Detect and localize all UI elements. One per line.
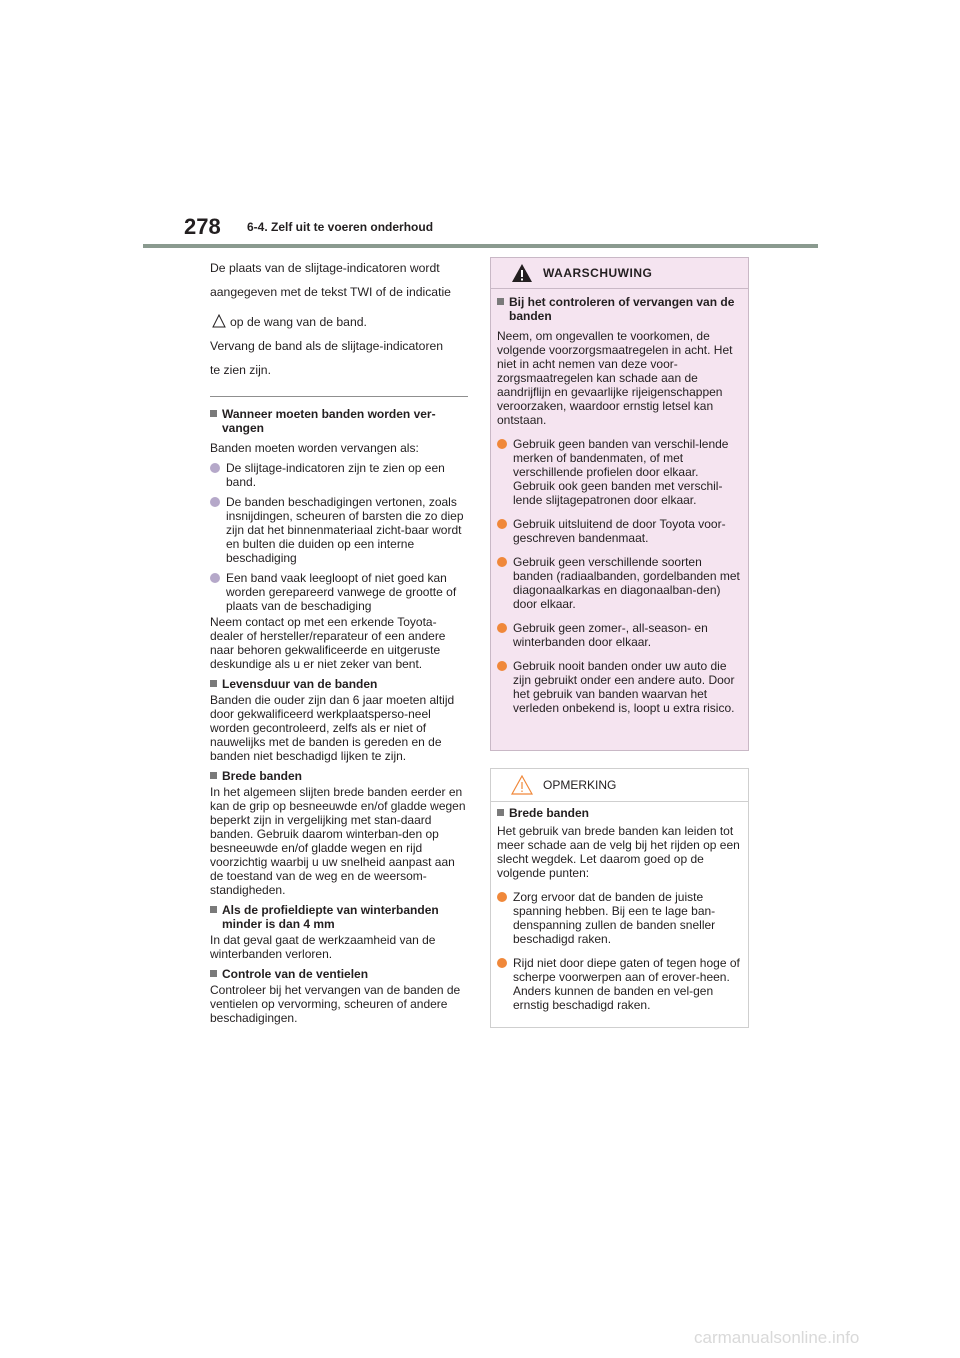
list-item (497, 621, 740, 649)
list-item (497, 437, 740, 507)
heading-text: Brede banden (509, 806, 590, 820)
heading-text: Wanneer moeten banden worden ver-vangen (222, 407, 436, 435)
list-item (210, 495, 468, 565)
square-bullet-icon (497, 298, 504, 305)
paragraph: Banden die ouder zijn dan 6 jaar moeten altijd door gekwalificeerd werkplaatsperso-neel worden gecontroleerd, zelfs als er niet of nauwelijks met de banden is gereden en de banden niet beschadigd lijken te zijn. (210, 693, 455, 763)
warning-header (491, 258, 748, 289)
section-heading (210, 769, 468, 783)
list-item-text: Rijd niet door diepe gaten of tegen hoge of scherpe voorwerpen aan of erover-heen. Anders kunnen de banden en vel-gen ernstig beschadigd raken. (513, 956, 740, 1012)
notice-header (491, 769, 748, 802)
paragraph: Banden moeten worden vervangen als: (210, 441, 419, 455)
warning-heading (497, 295, 740, 323)
square-bullet-icon (210, 906, 217, 913)
list-item-text: De slijtage-indicatoren zijn te zien op een band. (226, 461, 445, 489)
round-bullet-icon (497, 892, 507, 902)
intro-line: te zien zijn. (210, 363, 271, 377)
square-bullet-icon (210, 772, 217, 779)
warning-triangle-icon (511, 263, 533, 283)
watermark: carmanualsonline.info (694, 1328, 860, 1347)
section-heading (210, 967, 468, 981)
notice-box (490, 768, 749, 1028)
round-bullet-icon (497, 519, 507, 529)
notice-triangle-icon (511, 775, 533, 795)
heading-text: Levensduur van de banden (222, 677, 378, 691)
list-item-text: Gebruik nooit banden onder uw auto die zijn gebruikt onder een andere auto. Door het gebruik van banden waarvan het verleden onbekend is, loopt u extra risico. (513, 659, 735, 715)
notice-heading (497, 806, 740, 820)
heading-text: Brede banden (222, 769, 303, 783)
round-bullet-icon (497, 623, 507, 633)
intro-line: aangegeven met de tekst TWI of de indicatie (210, 285, 451, 299)
round-bullet-icon (497, 557, 507, 567)
round-bullet-icon (497, 439, 507, 449)
list-item-text: De banden beschadigingen vertonen, zoals insnijdingen, scheuren of barsten die zo diep zijn dat het binnenmateriaal zicht-baar wordt en bulten die duiden op een interne beschadiging (226, 495, 464, 565)
tread-indicator-triangle-icon (212, 314, 226, 328)
round-bullet-icon (210, 463, 220, 473)
heading-text: Bij het controleren of vervangen van de banden (509, 295, 735, 323)
intro-line: De plaats van de slijtage-indicatoren wordt (210, 261, 440, 275)
list-item-text: Gebruik uitsluitend de door Toyota voor-geschreven bandenmaat. (513, 517, 726, 545)
notice-body (491, 802, 748, 1012)
list-item (497, 956, 740, 1012)
list-item (210, 461, 468, 489)
square-bullet-icon (210, 680, 217, 687)
list-item-text: Een band vaak leegloopt of niet goed kan worden gerepareerd vanwege de grootte of plaats van de beschadiging (226, 571, 457, 613)
paragraph: Het gebruik van brede banden kan leiden tot meer schade aan de velg bij het rijden op een slecht wegdek. Let daarom goed op de volgende punten: (497, 824, 740, 880)
left-column (210, 256, 468, 1025)
divider (210, 396, 468, 397)
paragraph: In het algemeen slijten brede banden eerder en kan de grip op besneeuwde en/of gladde wegen beperkt zijn in vergelijking met stan-daard banden. Gebruik daarom winterban-den op besneeuwde en/of gladde wegen en rijd voorzichtig waarbij u uw snelheid aanpast aan de toestand van de weg en de weersom-standigheden. (210, 785, 466, 897)
notice-title: OPMERKING (543, 778, 617, 792)
paragraph: Neem contact op met een erkende Toyota-dealer of hersteller/reparateur of een andere naar behoren gekwalificeerde en uitgeruste deskundige als u er niet zeker van bent. (210, 615, 446, 671)
intro-line (210, 310, 468, 334)
paragraph: In dat geval gaat de werkzaamheid van de winterbanden verloren. (210, 933, 436, 961)
heading-text: Controle van de ventielen (222, 967, 369, 981)
list-item (497, 517, 740, 545)
list-item-text: Gebruik geen verschillende soorten banden (radiaalbanden, gordelbanden met diagonaalkarkas en diagonaalban-den) door elkaar. (513, 555, 740, 611)
section-heading (210, 407, 468, 435)
list-item (497, 890, 740, 946)
heading-text: Als de profieldiepte van winterbanden minder is dan 4 mm (222, 903, 439, 931)
paragraph: Controleer bij het vervangen van de banden de ventielen op vervorming, scheuren of andere beschadigingen. (210, 983, 461, 1025)
square-bullet-icon (210, 970, 217, 977)
intro-text: op de wang van de band. (230, 315, 367, 329)
round-bullet-icon (497, 661, 507, 671)
list-item (497, 555, 740, 611)
section-title: 6-4. Zelf uit te voeren onderhoud (247, 220, 434, 234)
list-item-text: Gebruik geen zomer-, all-season- en winterbanden door elkaar. (513, 621, 708, 649)
intro-line: Vervang de band als de slijtage-indicatoren (210, 339, 444, 353)
list-item-text: Gebruik geen banden van verschil-lende merken of bandenmaten, of met verschillende profielen door elkaar. Gebruik ook geen banden met verschil-lende slijtagepatronen door elkaar. (513, 437, 729, 507)
square-bullet-icon (497, 809, 504, 816)
section-heading (210, 903, 468, 931)
warning-body (491, 289, 748, 715)
paragraph: Neem, om ongevallen te voorkomen, de volgende voorzorgsmaatregelen in acht. Het niet in acht nemen van deze voor-zorgsmaatregelen kan schade aan de aandrijflijn en gevaarlijke rijeigenschappen veroorzaken, waardoor ernstig letsel kan ontstaan. (497, 329, 733, 427)
section-heading (210, 677, 468, 691)
page-number: 278 (184, 214, 221, 239)
round-bullet-icon (210, 573, 220, 583)
list-item-text: Zorg ervoor dat de banden de juiste spanning hebben. Bij een te lage ban-denspanning zullen de banden sneller beschadigd raken. (513, 890, 716, 946)
header-rule (143, 244, 818, 248)
round-bullet-icon (210, 497, 220, 507)
square-bullet-icon (210, 410, 217, 417)
list-item (210, 571, 468, 613)
warning-title: WAARSCHUWING (543, 266, 653, 280)
list-item (497, 659, 740, 715)
round-bullet-icon (497, 958, 507, 968)
warning-box (490, 257, 749, 751)
